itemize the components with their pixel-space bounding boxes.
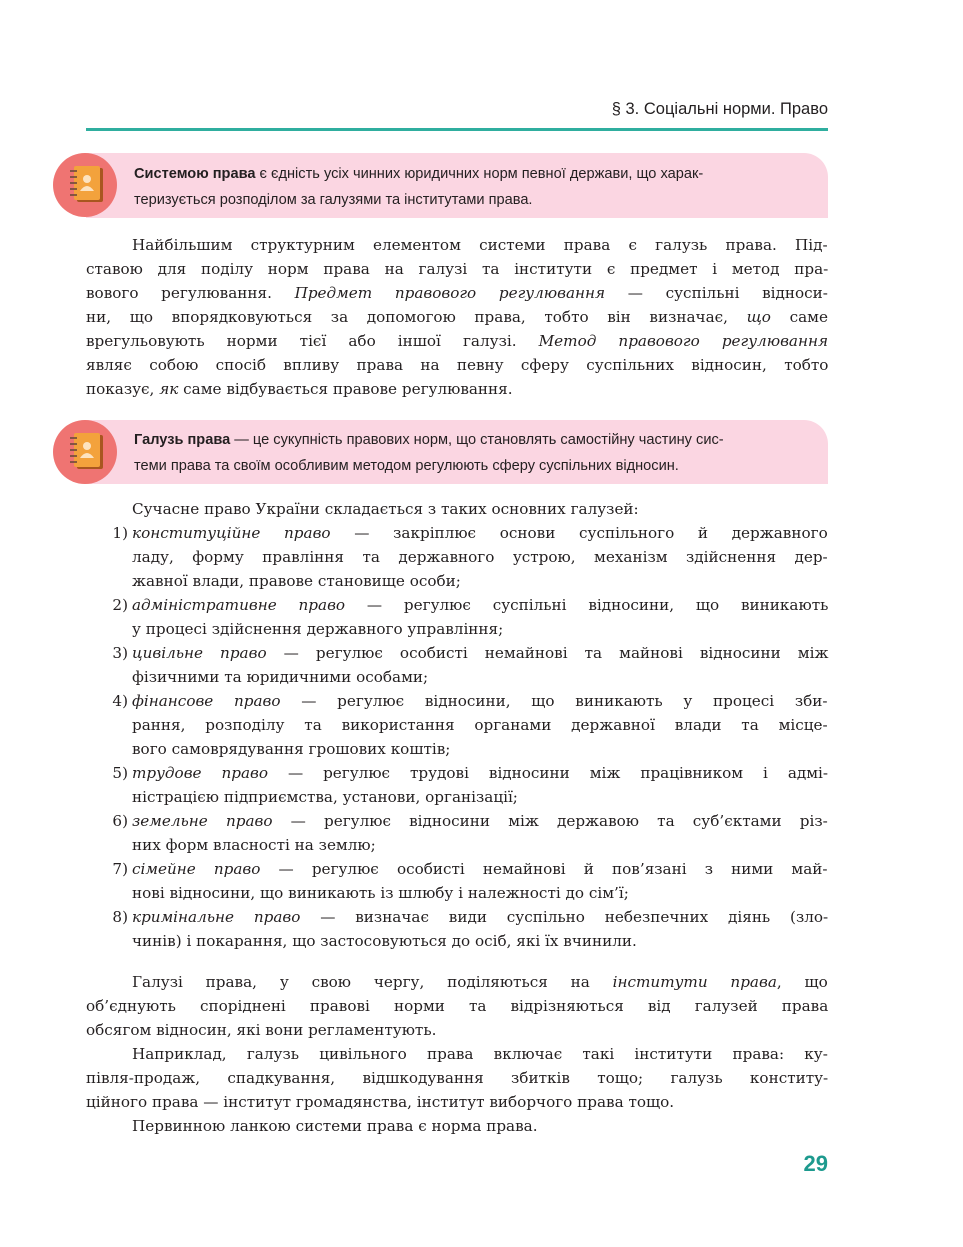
final-sentence: Первинною ланкою системи права є норма права.: [132, 1117, 538, 1135]
branches-list: [86, 521, 828, 953]
definition-box-system-of-law: [86, 153, 828, 218]
branch-term: земельне право: [132, 812, 273, 830]
branch-term: фінансове право: [132, 692, 281, 710]
definition-text: Системою права є єдність усіх чинних юридичних норм певної держави, що харак- теризується розподілом за галузями та інститутами права.: [134, 166, 704, 208]
paragraph-structure: Найбільшим структурним елементом системи права є галузь права. Під- ставою для поділу норм права на галузі та інститути є предмет і метод пра- вового регулювання. Предмет правового регулювання — суспільні відноси- ни, що впорядковуються за допомогою права, тобто він визначає, що саме врегульовують норми тієї або іншої галузі. Метод правового регулювання являє собою спосіб впливу права на певну сферу суспільних відносин, тобто показує, як саме відбувається правове регулювання.: [86, 236, 829, 398]
definition-term: Галузь права: [134, 432, 231, 448]
list-intro: Сучасне право України складається з таких основних галузей:: [132, 500, 639, 518]
paragraph-institutes: Галузі права, у свою чергу, поділяються на інститути права, що об’єднують споріднені правові норми та відрізняються від галузей права обсягом відносин, які вони регламентують. Наприклад, галузь цивільного права включає такі інститути права: ку- півля-продаж, спадкування, відшкодування збитків тощо; галузь конститу- ційного права — інститут громадянства, інститут виборчого права тощо. Первинною ланкою системи права є норма права.: [86, 970, 828, 1138]
list-number: 8): [112, 908, 128, 926]
list-item: 4) фінансове право — регулює відносини, що виникають у процесі зби- рання, розподілу та використання органами державної влади та місце- вого самоврядування грошових коштів;: [86, 689, 828, 761]
header-title: § 3. Соціальні норми. Право: [611, 100, 828, 118]
list-item: 7) сімейне право — регулює особисті немайнові й пов’язані з ними май- нові відносини, що виникають із шлюбу і належності до сім’ї;: [86, 857, 828, 905]
list-number: 1): [112, 524, 128, 542]
list-item: 1) конституційне право — закріплює основи суспільного й державного ладу, форму правління та державного устрою, механізм здійснення дер- жавної влади, правове становище особи;: [86, 521, 828, 593]
list-item: 3) цивільне право — регулює особисті немайнові та майнові відносини між фізичними та юридичними особами;: [86, 641, 828, 689]
list-number: 3): [112, 644, 128, 662]
branch-term: трудове право: [132, 764, 269, 782]
branch-term: цивільне право: [132, 644, 267, 662]
branch-term: конституційне право: [132, 524, 331, 542]
list-number: 6): [112, 812, 128, 830]
list-number: 5): [112, 764, 128, 782]
branch-term: сімейне право: [132, 860, 261, 878]
definition-text: Галузь права — це сукупність правових норм, що становлять самостійну частину сис- теми права та своїм особливим методом регулюють сферу суспільних відносин.: [134, 432, 724, 474]
notebook-icon: [53, 153, 117, 217]
definition-box-branch-of-law: [86, 420, 828, 484]
running-header: [86, 98, 828, 131]
branch-term: адміністративне право: [132, 596, 346, 614]
list-number: 4): [112, 692, 128, 710]
branches-section: [86, 497, 828, 953]
list-item: 6) земельне право — регулює відносини між державою та суб’єктами різ- них форм власності на землю;: [86, 809, 828, 857]
notebook-icon: [53, 420, 117, 484]
list-item: 2) адміністративне право — регулює суспільні відносини, що виникають у процесі здійснення державного управління;: [86, 593, 828, 641]
definition-term: Системою права: [134, 166, 256, 182]
list-item: 8) кримінальне право — визначає види суспільно небезпечних діянь (зло- чинів) і покарання, що застосовуються до осіб, які їх вчинили.: [86, 905, 828, 953]
list-item: 5) трудове право — регулює трудові відносини між працівником і адмі- ністрацією підприємства, установи, організації;: [86, 761, 828, 809]
list-number: 7): [112, 860, 128, 878]
list-number: 2): [112, 596, 128, 614]
branch-term: кримінальне право: [132, 908, 301, 926]
page-number: 29: [803, 1151, 828, 1176]
